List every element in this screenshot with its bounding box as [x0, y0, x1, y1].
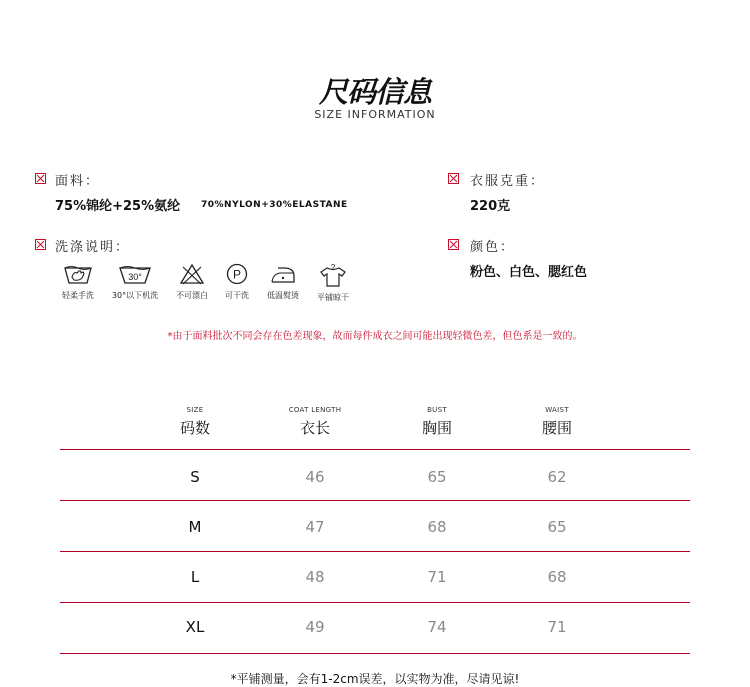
table-row-size: S — [190, 468, 200, 486]
table-row-size: XL — [185, 618, 205, 636]
hand-wash-icon — [63, 262, 93, 286]
table-row-coat-length: 46 — [305, 468, 325, 486]
flat-dry-glyph: ? — [330, 263, 336, 272]
bullet-icon — [448, 239, 459, 250]
table-row-bust: 65 — [427, 468, 447, 486]
bullet-icon — [448, 173, 459, 184]
care-label: 平铺晾干 — [317, 293, 349, 302]
care-item-wash-30 — [105, 262, 165, 301]
weight-label: 衣服克重： — [470, 174, 546, 189]
bullet-icon — [35, 239, 46, 250]
measurement-note: *平铺测量，会有1-2cm误差，以实物为准，尽请见谅! — [230, 672, 520, 686]
dry-clean-icon — [223, 262, 251, 286]
table-row-coat-length: 49 — [305, 618, 325, 636]
table-divider — [60, 602, 690, 603]
care-label: 轻柔手洗 — [62, 291, 94, 300]
header-bust-en: BUST — [427, 406, 447, 414]
table-row-waist: 65 — [547, 518, 567, 536]
bullet-icon — [35, 173, 46, 184]
header-size-en: SIZE — [186, 406, 204, 414]
table-divider — [60, 551, 690, 552]
table-row-bust: 74 — [427, 618, 447, 636]
fabric-value-en: 70%NYLON+30%ELASTANE — [201, 200, 348, 210]
fabric-label: 面料： — [55, 174, 101, 189]
header-bust-cn: 胸围 — [421, 419, 452, 437]
fabric-value-cn: 75%锦纶+25%氨纶 — [55, 199, 181, 214]
header-bust — [387, 406, 487, 438]
care-label: 不可漂白 — [176, 291, 208, 300]
header-waist-en: WAIST — [545, 406, 569, 414]
table-row-bust: 71 — [427, 568, 447, 586]
wash-30-icon — [118, 262, 152, 286]
table-row-waist: 71 — [547, 618, 567, 636]
table-row-size: M — [188, 518, 202, 536]
table-row-coat-length: 48 — [305, 568, 325, 586]
care-item-hand-wash — [48, 262, 108, 301]
colors-value: 粉色、白色、腮红色 — [470, 265, 588, 280]
table-row-coat-length: 47 — [305, 518, 325, 536]
no-bleach-icon — [178, 262, 206, 286]
header-size — [145, 406, 245, 438]
wash-30-glyph: 30° — [128, 272, 142, 282]
care-item-flat-dry — [303, 262, 363, 303]
header-coat-length — [265, 406, 365, 438]
care-label: 低温熨烫 — [267, 291, 299, 300]
table-row-bust: 68 — [427, 518, 447, 536]
header-coat-length-cn: 衣长 — [299, 419, 330, 437]
page-subtitle: SIZE INFORMATION — [314, 108, 436, 121]
washing-label: 洗涤说明： — [55, 240, 131, 255]
header-waist — [507, 406, 607, 438]
colors-label: 颜色： — [470, 240, 516, 255]
care-label: 可干洗 — [225, 291, 249, 300]
table-divider — [60, 449, 690, 450]
table-row-size: L — [190, 568, 200, 586]
table-row-waist: 62 — [547, 468, 567, 486]
table-row-waist: 68 — [547, 568, 567, 586]
weight-value: 220克 — [470, 199, 511, 214]
flat-dry-icon — [318, 262, 348, 288]
header-size-cn: 码数 — [179, 419, 210, 437]
header-coat-length-en: COAT LENGTH — [288, 406, 342, 414]
care-label: 30°以下机洗 — [111, 291, 159, 300]
table-divider — [60, 653, 690, 654]
table-divider — [60, 500, 690, 501]
low-iron-icon — [268, 262, 298, 286]
header-waist-cn: 腰围 — [541, 419, 572, 437]
color-difference-notice: *由于面料批次不同会存在色差现象，故而每件成衣之间可能出现轻微色差，但色系是一致的。 — [167, 331, 583, 342]
page-title: 尺码信息 — [318, 75, 431, 109]
dry-clean-glyph: P — [232, 267, 242, 282]
